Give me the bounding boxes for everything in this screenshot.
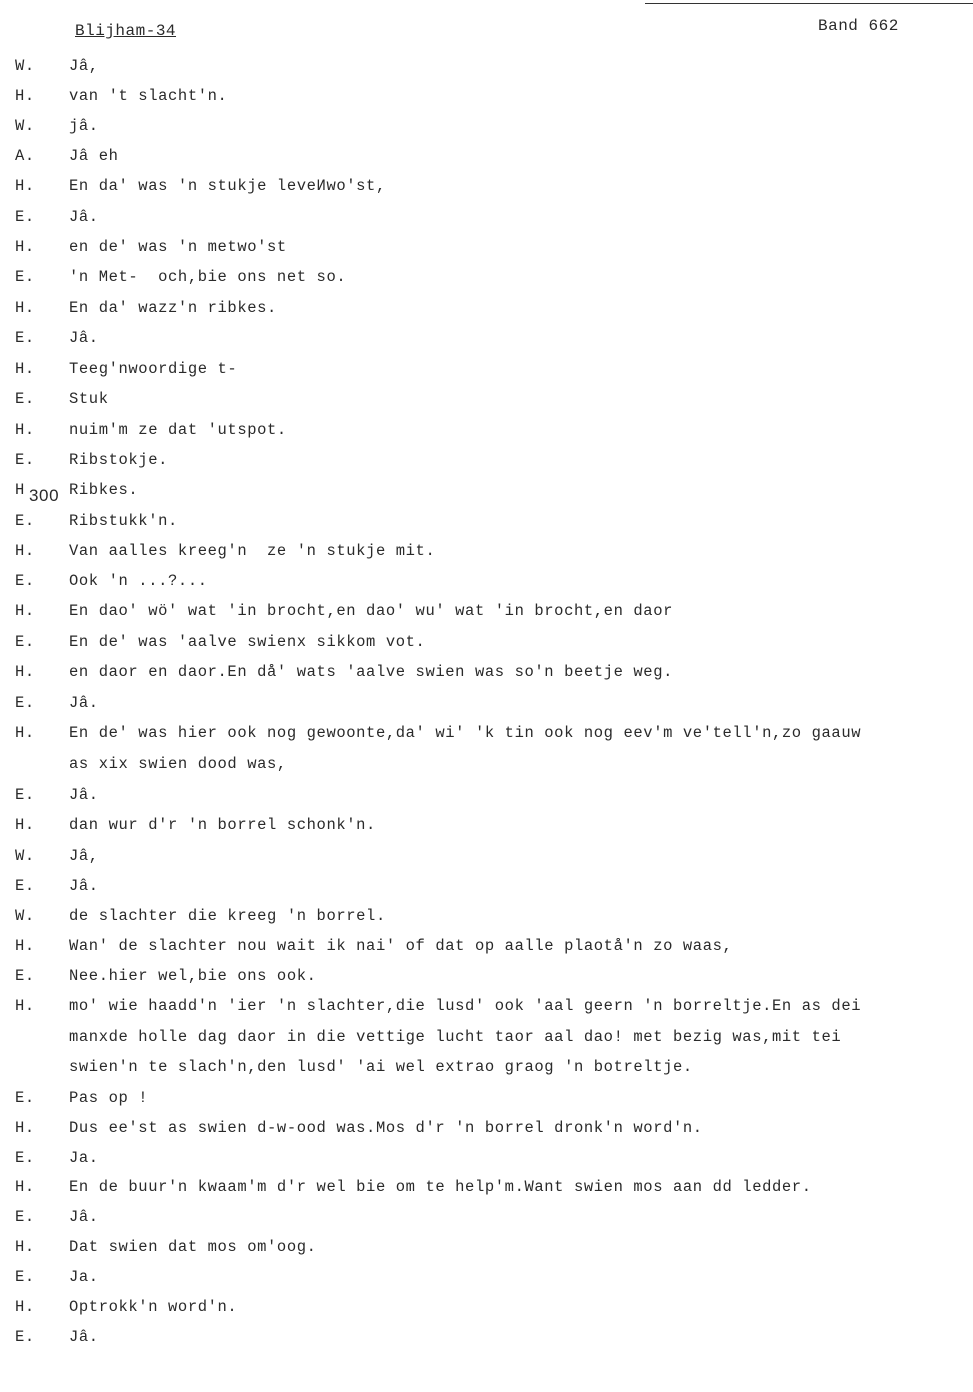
speaker-label: E.: [15, 268, 35, 286]
transcript-line: [0, 268, 973, 290]
speaker-label: H.: [15, 1298, 35, 1316]
speaker-label: H.: [15, 816, 35, 834]
speaker-label: H.: [15, 937, 35, 955]
transcript-line: [0, 997, 973, 1019]
speaker-label: E.: [15, 1268, 35, 1286]
utterance-text: Jâ,: [69, 57, 99, 75]
transcript-line: [0, 847, 973, 869]
speaker-label: H.: [15, 360, 35, 378]
transcript-line: [0, 117, 973, 139]
speaker-label: H.: [15, 238, 35, 256]
transcript-line: [0, 1328, 973, 1350]
speaker-label: E.: [15, 633, 35, 651]
transcript-line: [0, 512, 973, 534]
utterance-text: Jâ,: [69, 847, 99, 865]
transcript-line: [0, 1298, 973, 1320]
speaker-label: E.: [15, 329, 35, 347]
speaker-label: E.: [15, 1328, 35, 1346]
page-title: Blijham-34: [75, 22, 177, 40]
utterance-text: Ja.: [69, 1149, 99, 1167]
transcript-line: [0, 1149, 973, 1171]
utterance-text: Nee.hier wel,bie ons ook.: [69, 967, 317, 985]
transcript-line: [0, 542, 973, 564]
utterance-text: Ja.: [69, 1268, 99, 1286]
speaker-label: E.: [15, 1089, 35, 1107]
speaker-label: E.: [15, 208, 35, 226]
utterance-text: Jâ eh: [69, 147, 119, 165]
utterance-text: Jâ.: [69, 694, 99, 712]
transcript-line: [0, 633, 973, 655]
transcript-line: [0, 329, 973, 351]
transcript-line: [0, 360, 973, 382]
utterance-text: Pas op !: [69, 1089, 149, 1107]
utterance-text: Teeg'nwoordige t-: [69, 360, 238, 378]
utterance-text: En da' wazz'n ribkes.: [69, 299, 277, 317]
utterance-text: En de' was hier ook nog gewoonte,da' wi' 'k tin ook nog eev'm ve'tell'n,zo gaauw: [69, 724, 862, 742]
utterance-text: manxde holle dag daor in die vettige lucht taor aal dao! met bezig was,mit tei: [69, 1028, 842, 1046]
speaker-label: E.: [15, 572, 35, 590]
transcript-line: [0, 877, 973, 899]
speaker-label: H.: [15, 1178, 35, 1196]
speaker-label: H.: [15, 299, 35, 317]
transcript-line: [0, 967, 973, 989]
transcript-line: [0, 602, 973, 624]
transcript-line: [0, 1238, 973, 1260]
transcript-line: [0, 1119, 973, 1141]
utterance-text: Wan' de slachter nou wait ik nai' of dat op aalle plaotå'n zo waas,: [69, 937, 733, 955]
transcript-line: [0, 755, 973, 777]
utterance-text: 'n Met- och,bie ons net so.: [69, 268, 347, 286]
speaker-label: H.: [15, 724, 35, 742]
transcript-line: [0, 816, 973, 838]
transcript-line: [0, 1028, 973, 1050]
transcript-line: [0, 238, 973, 260]
utterance-text: Jâ.: [69, 208, 99, 226]
speaker-label: E.: [15, 877, 35, 895]
utterance-text: En da' was 'n stukje leveИwo'st,: [69, 177, 386, 195]
transcript-line: [0, 1058, 973, 1080]
transcript-line: [0, 572, 973, 594]
speaker-label: W.: [15, 847, 35, 865]
utterance-text: Ribkes.: [69, 481, 139, 499]
utterance-text: swien'n te slach'n,den lusd' 'ai wel extrao graog 'n botreltje.: [69, 1058, 693, 1076]
speaker-label: H: [15, 481, 25, 499]
speaker-label: A.: [15, 147, 35, 165]
transcript-line: [0, 299, 973, 321]
utterance-text: van 't slacht'n.: [69, 87, 228, 105]
speaker-label: E.: [15, 967, 35, 985]
utterance-text: as xix swien dood was,: [69, 755, 287, 773]
transcript-line: [0, 177, 973, 199]
speaker-label: H.: [15, 177, 35, 195]
speaker-label: E.: [15, 451, 35, 469]
transcript-line: [0, 937, 973, 959]
utterance-text: jâ.: [69, 117, 99, 135]
speaker-label: H.: [15, 1238, 35, 1256]
transcript-line: [0, 1268, 973, 1290]
utterance-text: Dat swien dat mos om'oog.: [69, 1238, 317, 1256]
speaker-label: H.: [15, 663, 35, 681]
utterance-text: mo' wie haadd'n 'ier 'n slachter,die lusd' ook 'aal geern 'n borreltje.En as dei: [69, 997, 862, 1015]
speaker-label: H.: [15, 542, 35, 560]
transcript-line: [0, 87, 973, 109]
utterance-text: Ribstukk'n.: [69, 512, 178, 530]
utterance-text: En de buur'n kwaam'm d'r wel bie om te help'm.Want swien mos aan dd ledder.: [69, 1178, 812, 1196]
utterance-text: dan wur d'r 'n borrel schonk'n.: [69, 816, 376, 834]
speaker-label: E.: [15, 694, 35, 712]
utterance-text: Van aalles kreeg'n ze 'n stukje mit.: [69, 542, 436, 560]
transcript-line: [0, 663, 973, 685]
speaker-label: H.: [15, 997, 35, 1015]
utterance-text: en de' was 'n metwo'st: [69, 238, 287, 256]
transcript-line: [0, 451, 973, 473]
utterance-text: En dao' wö' wat 'in brocht,en dao' wu' wat 'in brocht,en daor: [69, 602, 673, 620]
speaker-label: E.: [15, 1149, 35, 1167]
speaker-label: E.: [15, 512, 35, 530]
transcript-line: [0, 694, 973, 716]
transcript-line: [0, 786, 973, 808]
transcript-line: [0, 57, 973, 79]
speaker-label: H.: [15, 421, 35, 439]
utterance-text: Optrokk'n word'n.: [69, 1298, 238, 1316]
utterance-text: Jâ.: [69, 1328, 99, 1346]
speaker-label: W.: [15, 117, 35, 135]
transcript-line: [0, 147, 973, 169]
utterance-text: Ribstokje.: [69, 451, 169, 469]
transcript-line: [0, 1208, 973, 1230]
transcript-line: [0, 390, 973, 412]
line-number-margin: 300: [29, 486, 60, 505]
transcript-line: [0, 1089, 973, 1111]
utterance-text: de slachter die kreeg 'n borrel.: [69, 907, 386, 925]
speaker-label: W.: [15, 57, 35, 75]
band-label: Band 662: [818, 17, 899, 35]
utterance-text: Ook 'n ...?...: [69, 572, 208, 590]
speaker-label: H.: [15, 602, 35, 620]
utterance-text: Dus ee'st as swien d-w-ood was.Mos d'r 'n borrel dronk'n word'n.: [69, 1119, 703, 1137]
speaker-label: H.: [15, 87, 35, 105]
speaker-label: W.: [15, 907, 35, 925]
utterance-text: Jâ.: [69, 1208, 99, 1226]
transcript-line: [0, 724, 973, 746]
utterance-text: en daor en daor.En då' wats 'aalve swien was so'n beetje weg.: [69, 663, 673, 681]
speaker-label: E.: [15, 390, 35, 408]
speaker-label: E.: [15, 786, 35, 804]
speaker-label: E.: [15, 1208, 35, 1226]
utterance-text: Jâ.: [69, 877, 99, 895]
utterance-text: Stuk: [69, 390, 109, 408]
transcript-line: [0, 421, 973, 443]
utterance-text: Jâ.: [69, 786, 99, 804]
utterance-text: Jâ.: [69, 329, 99, 347]
utterance-text: nuim'm ze dat 'utspot.: [69, 421, 287, 439]
utterance-text: En de' was 'aalve swienx sikkom vot.: [69, 633, 426, 651]
speaker-label: H.: [15, 1119, 35, 1137]
transcript-line: [0, 907, 973, 929]
transcript-line: [0, 208, 973, 230]
transcript-line: [0, 1178, 973, 1200]
transcript-line: [0, 481, 973, 503]
top-rule: [645, 3, 973, 4]
